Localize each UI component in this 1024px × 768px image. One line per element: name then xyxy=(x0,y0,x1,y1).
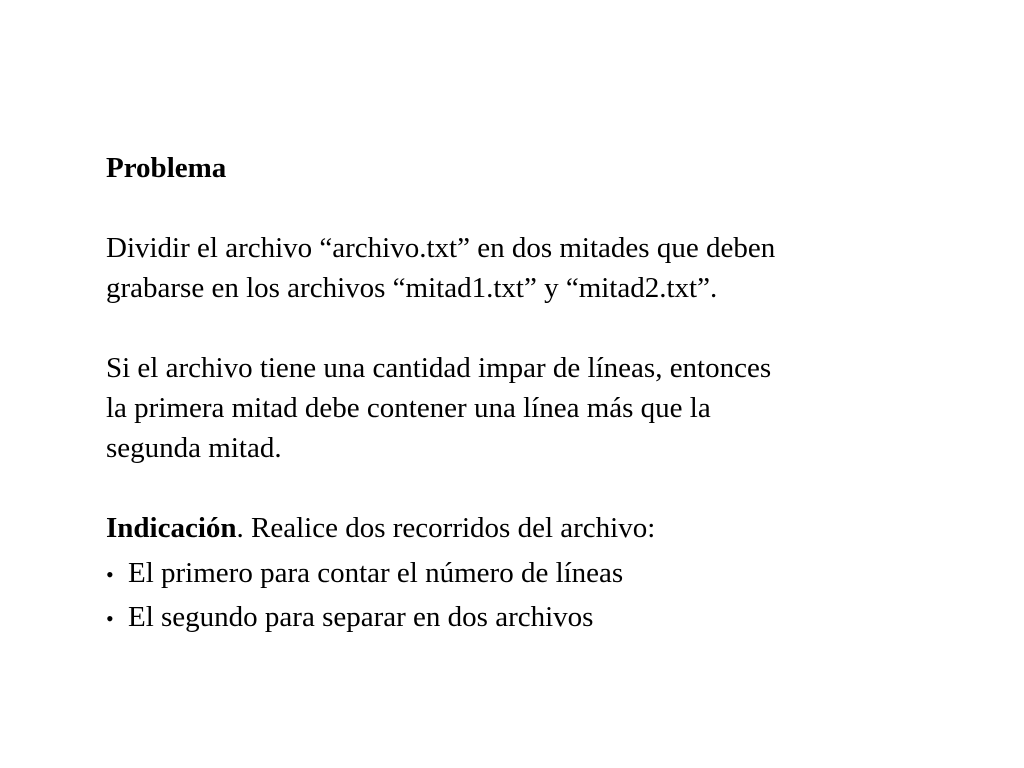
list-item-text: El primero para contar el número de líneas xyxy=(128,557,624,589)
problem-statement xyxy=(106,228,966,308)
problem-statement-line-1: Dividir el archivo “archivo.txt” en dos mitades que deben xyxy=(106,232,776,264)
list-item-text: El segundo para separar en dos archivos xyxy=(128,601,594,633)
hint-line xyxy=(106,508,966,548)
odd-lines-rule-line-3: segunda mitad. xyxy=(106,432,282,464)
list-item xyxy=(106,552,966,596)
hint-label: Indicación xyxy=(106,512,237,544)
hint-text: . Realice dos recorridos del archivo: xyxy=(236,512,656,544)
bullet-icon: • xyxy=(106,606,114,631)
odd-lines-rule xyxy=(106,348,966,468)
hint-steps-list xyxy=(106,552,966,640)
bullet-icon: • xyxy=(106,562,114,587)
problem-statement-line-2: grabarse en los archivos “mitad1.txt” y “mitad2.txt”. xyxy=(106,272,718,304)
problem-title: Problema xyxy=(106,152,227,184)
odd-lines-rule-line-2: la primera mitad debe contener una línea más que la xyxy=(106,392,711,424)
slide-content xyxy=(106,148,966,640)
odd-lines-rule-line-1: Si el archivo tiene una cantidad impar de líneas, entonces xyxy=(106,352,772,384)
list-item xyxy=(106,596,966,640)
